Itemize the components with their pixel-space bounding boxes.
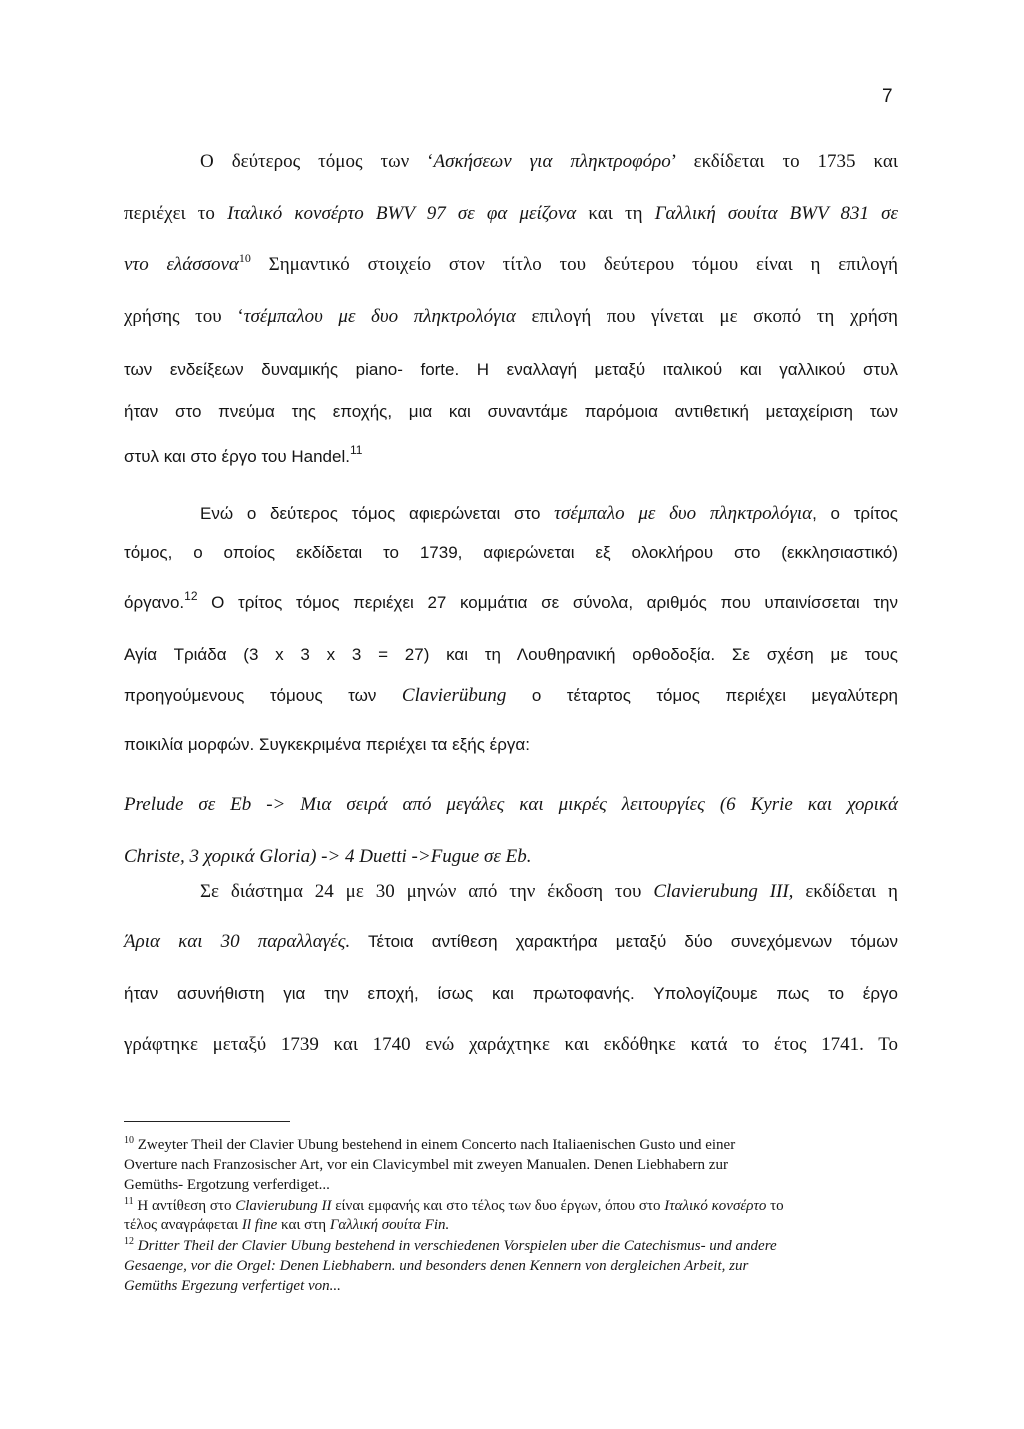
text-run: ποικιλία μορφών. Συγκεκριμένα περιέχει τα εξής έργα: — [124, 735, 530, 754]
italic-text: Clavierubung II — [235, 1198, 332, 1214]
text-line — [124, 250, 898, 280]
footnote-reference: 10 — [238, 251, 251, 265]
text-run: Η αντίθεση στο — [133, 1198, 236, 1214]
text-line — [124, 681, 898, 711]
text-run: περιέχει το — [124, 203, 228, 224]
italic-text: Ιταλικό κονσέρτο — [664, 1198, 767, 1214]
footnote-line — [124, 1135, 735, 1155]
footnote-line — [124, 1236, 777, 1256]
footnote-line — [124, 1256, 748, 1276]
page-number: 7 — [882, 86, 893, 107]
text-line — [124, 640, 898, 670]
text-run: στυλ και στο έργο του Handel. — [124, 447, 350, 466]
text-line — [124, 588, 898, 618]
text-line — [200, 147, 898, 177]
text-run: Σε διάστημα 24 με 30 μηνών από την έκδοση του — [200, 881, 654, 902]
italic-text: Ιταλικό κονσέρτο BWV 97 σε φα μείζονα — [227, 203, 577, 224]
italic-text: Ασκήσεων για πληκτροφόρο — [433, 151, 671, 172]
footnote-reference: 11 — [349, 443, 363, 457]
text-line — [124, 442, 898, 472]
italic-text: Gemüths Ergezung verfertiget von... — [124, 1278, 341, 1294]
italic-text: Christe, 3 χορικά Gloria) -> 4 Duetti ->Fugue σε Eb. — [124, 846, 532, 867]
text-run: Τέτοια αντίθεση χαρακτήρα μεταξύ δύο συνεχόμενων τόμων — [350, 932, 898, 951]
italic-text: Dritter Theil der Clavier Ubung bestehend in verschiedenen Vorspielen uber die Catechismus- und andere — [134, 1238, 777, 1254]
text-run: και τη — [576, 203, 655, 224]
text-run: Ο δεύτερος τόμος των ‘ — [200, 151, 434, 172]
footnote-reference: 12 — [184, 589, 198, 603]
text-line — [124, 730, 898, 760]
text-run: χρήσης του ‘ — [124, 306, 244, 327]
text-run: ’ εκδίδεται το 1735 και — [670, 151, 899, 172]
text-run: ήταν ασυνήθιστη για την εποχή, ίσως και πρωτοφανής. Υπολογίζουμε πως το έργο — [124, 984, 898, 1003]
text-run: εκδίδεται η — [793, 881, 898, 902]
text-line — [124, 302, 898, 332]
italic-text: Γαλλική σουίτα BWV 831 σε — [654, 203, 898, 224]
italic-text: τσέμπαλου με δυο πληκτρολόγια — [243, 306, 516, 327]
text-line — [124, 842, 898, 872]
footnote-line — [124, 1196, 784, 1216]
footnote-separator — [124, 1121, 290, 1122]
text-run: Zweyter Theil der Clavier Ubung bestehend in einem Concerto nach Italiaenischen Gusto und einer — [134, 1137, 736, 1153]
italic-text: Clavierubung III, — [653, 881, 794, 902]
text-line — [200, 877, 898, 907]
text-run: Αγία Τριάδα (3 x 3 x 3 = 27) και τη Λουθηρανική ορθοδοξία. Σε σχέση με τους — [124, 645, 898, 664]
text-line — [200, 499, 898, 529]
text-run: Σημαντικό στοιχείο στον τίτλο του δεύτερου τόμου είναι η επιλογή — [250, 254, 898, 275]
text-line — [124, 979, 898, 1009]
text-line — [124, 790, 898, 820]
italic-text: τσέμπαλο με δυο πληκτρολόγια — [554, 503, 813, 524]
italic-text: Clavierübung — [401, 685, 507, 706]
text-run: γράφτηκε μεταξύ 1739 και 1740 ενώ χαράχτηκε και εκδόθηκε κατά το έτος 1741. Το — [124, 1034, 898, 1055]
text-run: Overture nach Franzosischer Art, vor ein Clavicymbel mit zweyen Manualen. Denen Liebhabern zur — [124, 1157, 728, 1173]
footnote-line — [124, 1155, 728, 1175]
footnote-line — [124, 1215, 449, 1235]
footnote-number: 12 — [124, 1236, 134, 1247]
italic-text: Prelude σε Eb -> Μια σειρά από μεγάλες και μικρές λειτουργίες (6 Kyrie και χορικά — [124, 794, 898, 815]
footnote-number: 11 — [124, 1196, 134, 1207]
text-line — [124, 1030, 898, 1060]
italic-text: Γαλλική σουίτα Fin. — [329, 1217, 450, 1233]
text-line — [124, 927, 898, 957]
text-run: είναι εμφανής και στο τέλος των δυο έργων, όπου στο — [331, 1198, 665, 1214]
text-run: και στη — [277, 1217, 330, 1233]
text-run: όργανο. — [124, 593, 185, 612]
footnote-number: 10 — [124, 1135, 134, 1146]
italic-text: Gesaenge, vor die Orgel: Denen Liebhabern. und besonders denen Kennern von dergleichen Arbeit, zur — [124, 1258, 749, 1274]
text-run: Gemüths- Ergotzung verferdiget... — [124, 1177, 330, 1193]
footnote-line — [124, 1175, 330, 1195]
italic-text: Άρια και 30 παραλλαγές. — [124, 931, 351, 952]
text-run: των ενδείξεων δυναμικής piano- forte. Η εναλλαγή μεταξύ ιταλικού και γαλλικού στυλ — [124, 360, 898, 379]
text-run: το — [766, 1198, 784, 1214]
text-run: ήταν στο πνεύμα της εποχής, μια και συναντάμε παρόμοια αντιθετική μεταχείριση των — [124, 402, 898, 421]
text-line — [124, 538, 898, 568]
italic-text: Il fine — [241, 1217, 278, 1233]
text-run: τέλος αναγράφεται — [124, 1217, 242, 1233]
text-line — [124, 199, 898, 229]
footnote-line — [124, 1276, 341, 1296]
text-run: τόμος, ο οποίος εκδίδεται το 1739, αφιερώνεται εξ ολοκλήρου στο (εκκλησιαστικό) — [124, 543, 898, 562]
text-run: προηγούμενους τόμους των — [124, 686, 402, 705]
text-line — [124, 355, 898, 385]
text-run: Ενώ ο δεύτερος τόμος αφιερώνεται στο — [200, 504, 555, 523]
text-line — [124, 397, 898, 427]
italic-text: ντο ελάσσονα — [124, 254, 239, 275]
text-run: , ο τρίτος — [812, 504, 898, 523]
text-run: επιλογή που γίνεται με σκοπό τη χρήση — [515, 306, 898, 327]
text-run: Ο τρίτος τόμος περιέχει 27 κομμάτια σε σύνολα, αριθμός που υπαινίσσεται την — [197, 593, 898, 612]
text-run: ο τέταρτος τόμος περιέχει μεγαλύτερη — [506, 686, 898, 705]
